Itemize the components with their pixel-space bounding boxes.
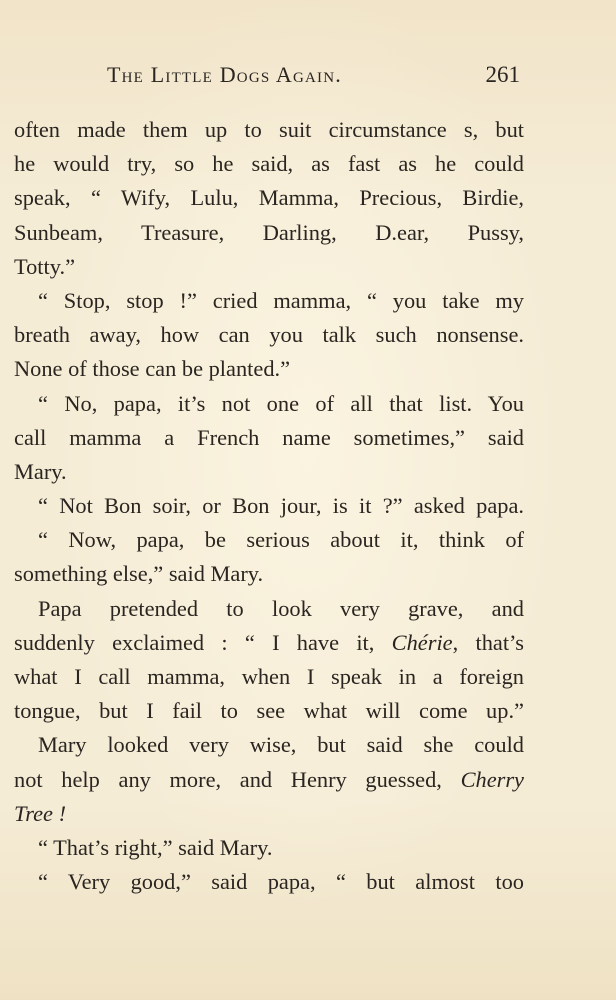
text-line: speak, “ Wify, Lulu, Mamma, Precious, Birdie,: [14, 185, 524, 211]
body-text: [14, 113, 524, 899]
text-line: [14, 797, 524, 831]
text-line: he would try, so he said, as fast as he could: [14, 151, 524, 177]
text-line: often made them up to suit circumstance s, but: [14, 117, 524, 142]
text-line: None of those can be planted.”: [14, 356, 291, 382]
text-line: Sunbeam, Treasure, Darling, D.ear, Pussy,: [14, 219, 524, 245]
text-segment: not help any more, and Henry guessed,: [14, 766, 461, 792]
running-head: [0, 62, 616, 94]
text-line: breath away, how can you talk such nonsense.: [14, 322, 524, 348]
text-line: “ That’s right,” said Mary.: [38, 834, 273, 860]
italic-text-segment: Tree !: [14, 800, 67, 826]
text-line: “ Now, papa, be serious about it, think of: [38, 527, 524, 553]
text-line: “ Very good,” said papa, “ but almost too: [38, 869, 524, 895]
text-line: Mary.: [14, 458, 67, 484]
italic-text-segment: Cherry: [460, 766, 524, 792]
text-line: tongue, but I fail to see what will come up.”: [14, 698, 524, 724]
page-number: 261: [485, 62, 520, 87]
text-line: “ Stop, stop !” cried mamma, “ you take my: [38, 287, 524, 313]
italic-text-segment: Chérie: [391, 629, 453, 655]
text-line: [14, 763, 524, 797]
text-line: call mamma a French name sometimes,” said: [14, 424, 524, 450]
text-segment: , that’s: [452, 629, 524, 655]
text-segment: suddenly exclaimed : “ I have it,: [14, 629, 392, 655]
text-line: something else,” said Mary.: [14, 561, 264, 587]
text-line: [14, 626, 524, 660]
text-line: Totty.”: [14, 253, 76, 279]
text-line: “ No, papa, it’s not one of all that list. You: [38, 390, 524, 416]
text-line: Mary looked very wise, but said she could: [38, 732, 524, 758]
running-title: The Little Dogs Again.: [107, 62, 342, 87]
text-line: Papa pretended to look very grave, and: [38, 595, 524, 621]
text-line: “ Not Bon soir, or Bon jour, is it ?” asked papa.: [38, 493, 524, 519]
text-line: what I call mamma, when I speak in a foreign: [14, 664, 524, 689]
